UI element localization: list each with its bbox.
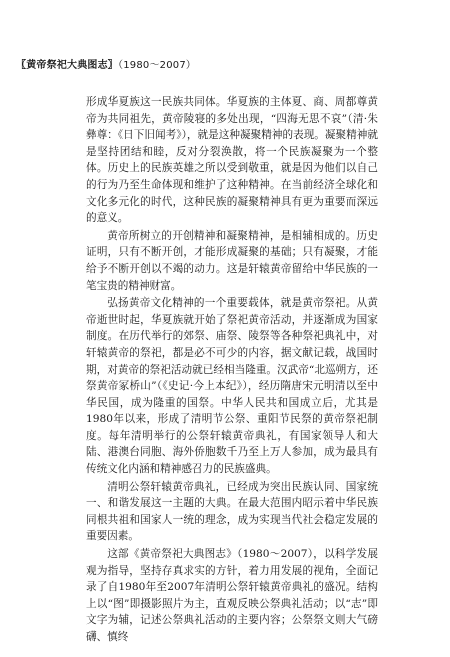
date-range: （1980～2007） [118,60,197,71]
paragraph: 黄帝所树立的开创精神和凝聚精神，是相辅相成的。历史证明，只有不断开创，才能形成凝聚的基础；只有凝聚，才能给予不断开创以不竭的动力。这是轩辕黄帝留给中华民族的一笔宝贵的精神财富。 [86,229,378,292]
paragraph: 清明公祭轩辕黄帝典礼，已经成为突出民族认同、国家统一、和谐发展这一主题的大典。在最大范围内昭示着中华民族同根共祖和国家人一统的理念，成为实现当代社会稳定发展的重要因素。 [86,480,378,543]
running-header [16,56,196,71]
body-text [86,94,378,646]
paragraph: 形成华夏族这一民族共同体。华夏族的主体夏、商、周都尊黄帝为共同祖先，黄帝陵寝的多处出现，“四海无思不哀”（清·朱彝尊：《日下旧闻考》），就是这种凝聚精神的表现。凝聚精神就是坚持团结和睦，反对分裂涣散，将一个民族凝聚为一个整体。历史上的民族英雄之所以受到敬重，就是因为他们以自己的行为乃至生命体现和维护了这种精神。在当前经济全球化和文化多元化的时代，这种民族的凝聚精神具有更为重要而深远的意义。 [86,96,378,225]
book-title: 〖黄帝祭祀大典图志〗 [16,60,118,71]
paragraph: 这部《黄帝祭祀大典图志》（1980～2007），以科学发展观为指导，坚持存真求实的方针，着力用发展的视角，全面记录了自1980年至2007年清明公祭轩辕黄帝典礼的盛况。结构上以“图”即摄影照片为主，直观反映公祭典礼活动；以“志”即文字为辅，记述公祭典礼活动的主要内容；公祭祭文则大气磅礴、慎终 [86,548,378,643]
paragraph: 弘扬黄帝文化精神的一个重要载体，就是黄帝祭祀。从黄帝逝世时起，华夏族就开始了祭祀黄帝活动，并逐渐成为国家制度。在历代举行的郊祭、庙祭、陵祭等各种祭祀典礼中，对轩辕黄帝的祭祀，都是必不可少的内容，据文献记载，战国时期，对黄帝的祭祀活动就已经相当隆重。汉武帝“北巡朔方，还祭黄帝冢桥山”（《史记·今上本纪》），经历隋唐宋元明清以至中华民国，成为隆重的国祭。中华人民共和国成立后，尤其是1980年以来，形成了清明节公祭、重阳节民祭的黄帝祭祀制度。每年清明举行的公祭轩辕黄帝典礼，有国家领导人和大陆、港澳台同胞、海外侨胞数千乃至上万人参加，成为最具有传统文化内涵和精神感召力的民族盛典。 [86,297,378,476]
